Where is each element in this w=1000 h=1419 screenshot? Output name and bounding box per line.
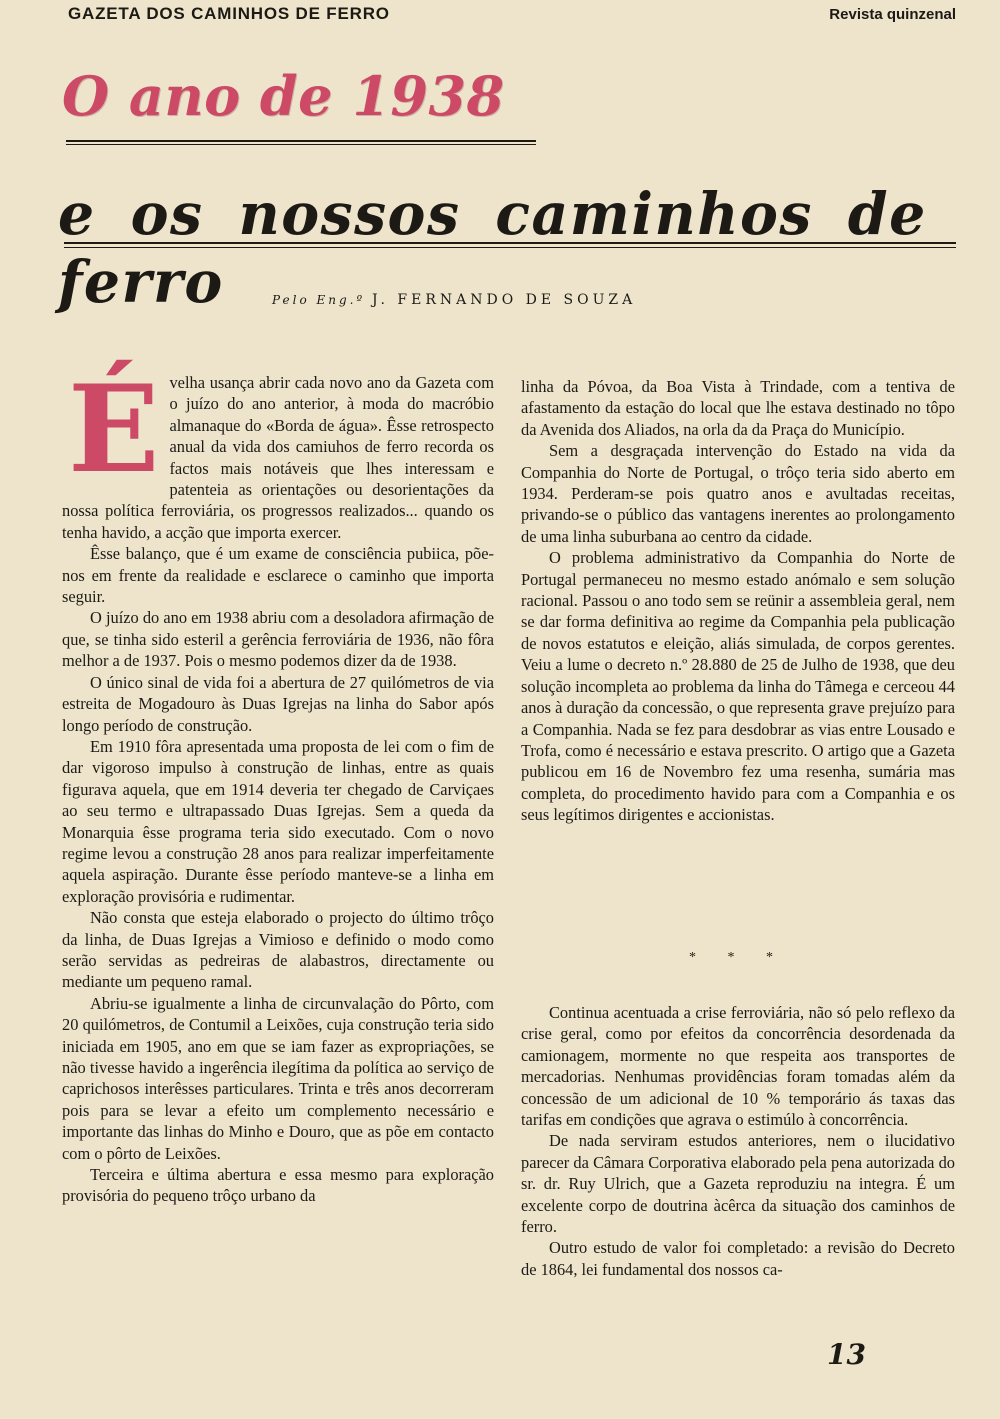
article-paragraph: Em 1910 fôra apresentada uma proposta de lei com o fim de dar vigoroso impulso à construção de linhas, entre as quais figurava aquela, que em 1914 deveria ter chegado de Carviçaes ao seu termo e ultrapassado Duas Igrejas. Sem a queda da Monarquia êsse programa teria sido executado. Com o novo regime levou a construção 28 anos para realizar imperfeitamente aquela aspiração. Durante êsse período manteve-se a linha em exploração provisória e rudimentar. (62, 736, 494, 906)
section-separator: * * * (689, 950, 787, 965)
article-column-right-bottom (521, 1002, 955, 1280)
article-paragraph: O único sinal de vida foi a abertura de 27 quilómetros de via estreita de Mogadouro às Duas Igrejas na linha do Sabor após longo período de construção. (62, 672, 494, 735)
article-paragraph: Não consta que esteja elaborado o projecto do último trôço da linha, de Duas Igrejas a Vimioso e definido o modo como serão servidas as pedreiras de alabastros, directamente ou mediante um pequeno ramal. (62, 908, 494, 992)
headline-line-1: O ano de 1938 (62, 64, 505, 128)
article-paragraph: Abriu-se igualmente a linha de circunvalação do Pôrto, com 20 quilómetros, de Contumil a Leixões, cuja construção teria sido iniciada em 1905, ano em que se iam fazer as expropriações, se não tivesse havido a ingerência ilegítima da política ao serviço de caprichosos interêsses particulares. Trinta e três anos decorreram pois para se levar a efeito um complemento necessário e importante das linhas do Minho e Douro, que as põe em contacto com o pôrto de Leixões. (62, 993, 494, 1163)
article-paragraph: Êsse balanço, que é um exame de consciência pubiica, põe-nos em frente da realidade e esclarece o caminho que importa seguir. (62, 544, 494, 607)
article-paragraph: Terceira e última abertura e essa mesmo para exploração provisória do pequeno trôço urbano da (62, 1165, 494, 1206)
byline-prefix: Pelo Eng.º (272, 293, 366, 307)
article-paragraph: Évelha usança abrir cada novo ano da Gazeta com o juízo do ano anterior, à moda do macróbio almanaque do «Borda de água». Êsse retrospecto anual da vida dos camiuhos de ferro recorda os factos mais notáveis que lhes interessam e patenteia as orientações ou desorientações da nossa política ferroviária, os progressos realizados... quando os tenha havido, a acção que importa exercer. (62, 359, 494, 542)
publication-periodicity: Revista quinzenal (829, 6, 956, 23)
article-paragraph: O problema administrativo da Companhia do Norte de Portugal permaneceu no mesmo estado anómalo e sem solução racional. Passou o ano todo sem se reünir a assembleia geral, nem se dar forma definitiva ao regime da Companhia pela publicação de novos estatutos e eleição, aliás simulada, de corpos gerentes. Veiu a lume o decreto n.º 28.880 de 25 de Julho de 1938, que deu solução incompleta ao problema da linha do Tâmega e cerceou 44 anos à duração da concessão, o que representa grave prejuízo para a Companhia. Nada se fez para desdobrar as vias entre Lousado e Trofa, como é necessário e estava prescrito. O artigo que a Gazeta publicou em 16 de Novembro fez uma resenha, sumária mas completa, do procedimento havido para com a Companhia e os seus legítimos dirigentes e accionistas. (521, 548, 955, 825)
page-number: 13 (827, 1338, 866, 1371)
subheadline-rule (64, 242, 956, 244)
byline (272, 292, 636, 308)
drop-cap: É (68, 359, 160, 500)
byline-author: J. FERNANDO DE SOUZA (371, 292, 637, 308)
headline-rule (66, 140, 536, 142)
article-paragraph: Sem a desgraçada intervenção do Estado na vida da Companhia do Norte de Portugal, o trôço teria sido aberto em 1934. Perderam-se pois quatro anos e avultadas receitas, privando-se o público das vantagens inerentes ao prolongamento de uma linha suburbana ao centro da cidade. (521, 441, 955, 546)
article-paragraph: Continua acentuada a crise ferroviária, não só pelo reflexo da crise geral, como por efeitos da concorrência desordenada da camionagem, mormente no que respeita aos transportes de mercadorias. Nenhumas providências foram tomadas além da concessão de um adicional de 10 % temporário ás taxas das tarifas em condições que agrava o estimúlo à concorrência. (521, 1003, 955, 1130)
article-column-left (62, 359, 494, 1207)
article-paragraph: Outro estudo de valor foi completado: a revisão do Decreto de 1864, lei fundamental dos nossos ca- (521, 1238, 955, 1279)
article-paragraph: O juízo do ano em 1938 abriu com a desoladora afirmação de que, se tinha sido esteril a gerência ferroviária de 1936, não fôra melhor a de 1937. Pois o mesmo podemos dizer da de 1938. (62, 608, 494, 671)
publication-name: GAZETA DOS CAMINHOS DE FERRO (68, 4, 390, 23)
headline-line-2: e os nossos caminhos de ferro (58, 180, 927, 316)
article-column-right-top (521, 376, 955, 826)
headline-rule-thin (66, 144, 536, 145)
article-paragraph: De nada serviram estudos anteriores, nem o ilucidativo parecer da Câmara Corporativa elaborado pela pena autorizada do sr. dr. Ruy Ulrich, que a Gazeta reproduziu na integra. É um excelente corpo de doutrina àcêrca da situação dos caminhos de ferro. (521, 1131, 955, 1237)
article-paragraph: linha da Póvoa, da Boa Vista à Trindade, com a tentiva de afastamento da estação do local que lhe estava destinado no tôpo da Avenida dos Aliados, na orla da da Praça do Município. (521, 377, 955, 439)
subheadline-rule-thin (64, 247, 956, 248)
